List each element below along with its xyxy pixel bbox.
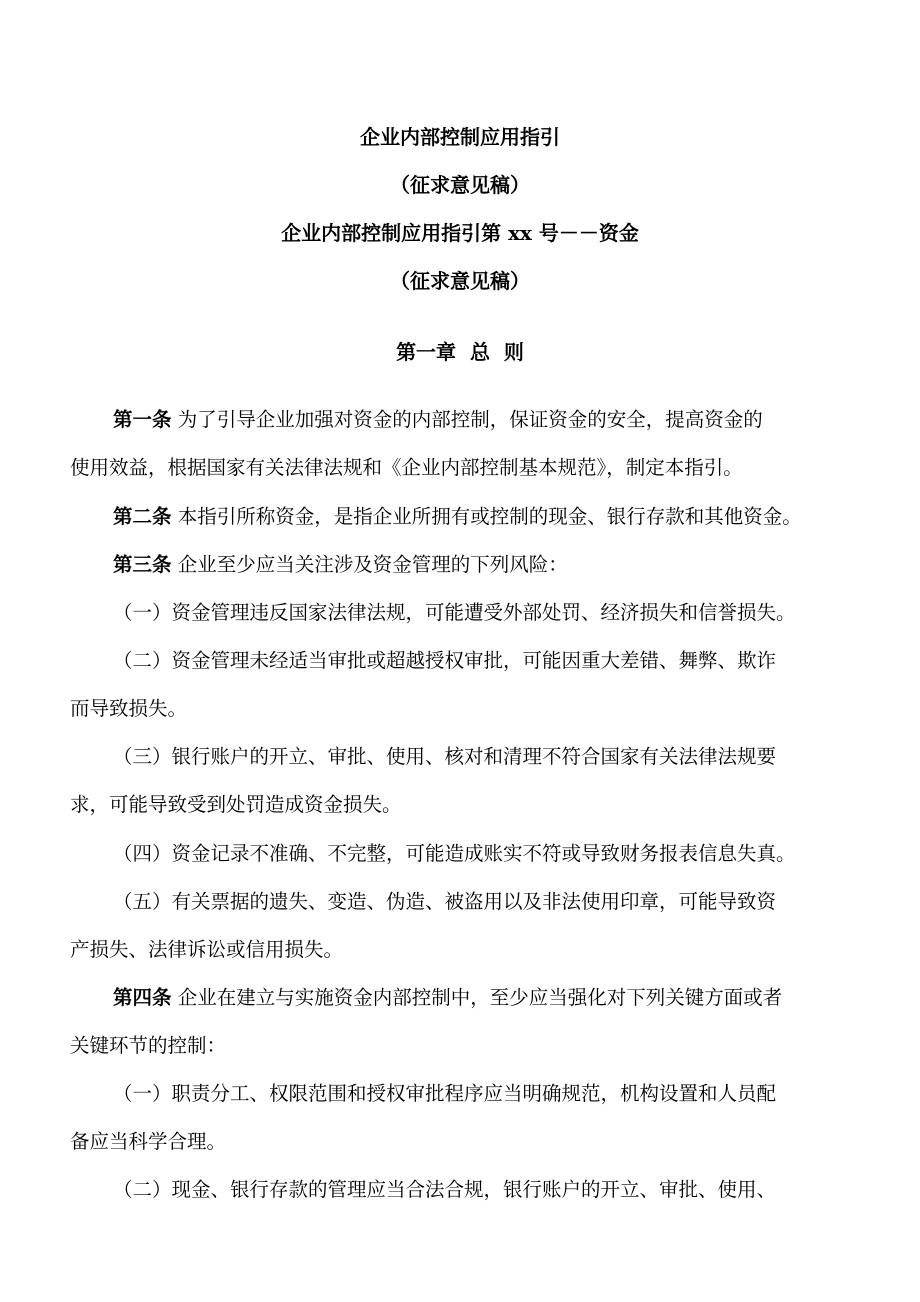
article-3-label: 第三条 [113, 553, 172, 576]
article-1-line-2: 使用效益，根据国家有关法律法规和《企业内部控制基本规范》，制定本指引。 [70, 456, 743, 479]
article-2-line-1 [113, 505, 802, 529]
article-3-risk-3-line-2: 求，可能导致受到处罚造成资金损失。 [70, 793, 402, 816]
article-3-risk-1: （一）资金管理违反国家法律法规，可能遭受外部处罚、经济损失和信誉损失。 [113, 601, 796, 624]
article-1-line-1 [113, 408, 763, 432]
article-3-text-1: 企业至少应当关注涉及资金管理的下列风险： [177, 553, 568, 576]
article-1-label: 第一条 [113, 408, 172, 431]
article-4-label: 第四条 [113, 986, 172, 1009]
article-2-label: 第二条 [113, 505, 172, 528]
article-3-risk-2-line-2: 而导致损失。 [70, 697, 188, 720]
article-2-text-1: 本指引所称资金，是指企业所拥有或控制的现金、银行存款和其他资金。 [177, 505, 802, 528]
article-1-text-1: 为了引导企业加强对资金的内部控制，保证资金的安全，提高资金的 [177, 408, 763, 431]
document-title-note: （征求意见稿） [390, 173, 530, 197]
document-title: 企业内部控制应用指引 [360, 125, 560, 149]
article-3-risk-5-line-2: 产损失、法律诉讼或信用损失。 [70, 938, 344, 961]
article-3-risk-2-line-1: （二）资金管理未经适当审批或超越授权审批，可能因重大差错、舞弊、欺诈 [113, 649, 777, 672]
document-subtitle: 企业内部控制应用指引第 xx 号－－资金 [281, 221, 639, 245]
article-3-risk-5-line-1: （五）有关票据的遗失、变造、伪造、被盗用以及非法使用印章，可能导致资 [113, 890, 777, 913]
article-4-text-1: 企业在建立与实施资金内部控制中，至少应当强化对下列关键方面或者 [177, 986, 783, 1009]
document-subtitle-note: （征求意见稿） [390, 269, 530, 293]
article-4-line-1 [113, 986, 782, 1010]
article-4-item-2-line-1: （二）现金、银行存款的管理应当合法合规，银行账户的开立、审批、使用、 [113, 1178, 777, 1201]
article-4-item-1-line-2: 备应当科学合理。 [70, 1130, 227, 1153]
chapter-heading: 第一章 总 则 [396, 340, 524, 364]
article-3-risk-4: （四）资金记录不准确、不完整，可能造成账实不符或导致财务报表信息失真。 [113, 842, 796, 865]
article-4-item-1-line-1: （一）职责分工、权限范围和授权审批程序应当明确规范，机构设置和人员配 [113, 1082, 777, 1105]
article-3-line-1 [113, 553, 568, 577]
article-3-risk-3-line-1: （三）银行账户的开立、审批、使用、核对和清理不符合国家有关法律法规要 [113, 745, 777, 768]
article-4-line-2: 关键环节的控制： [70, 1034, 227, 1057]
